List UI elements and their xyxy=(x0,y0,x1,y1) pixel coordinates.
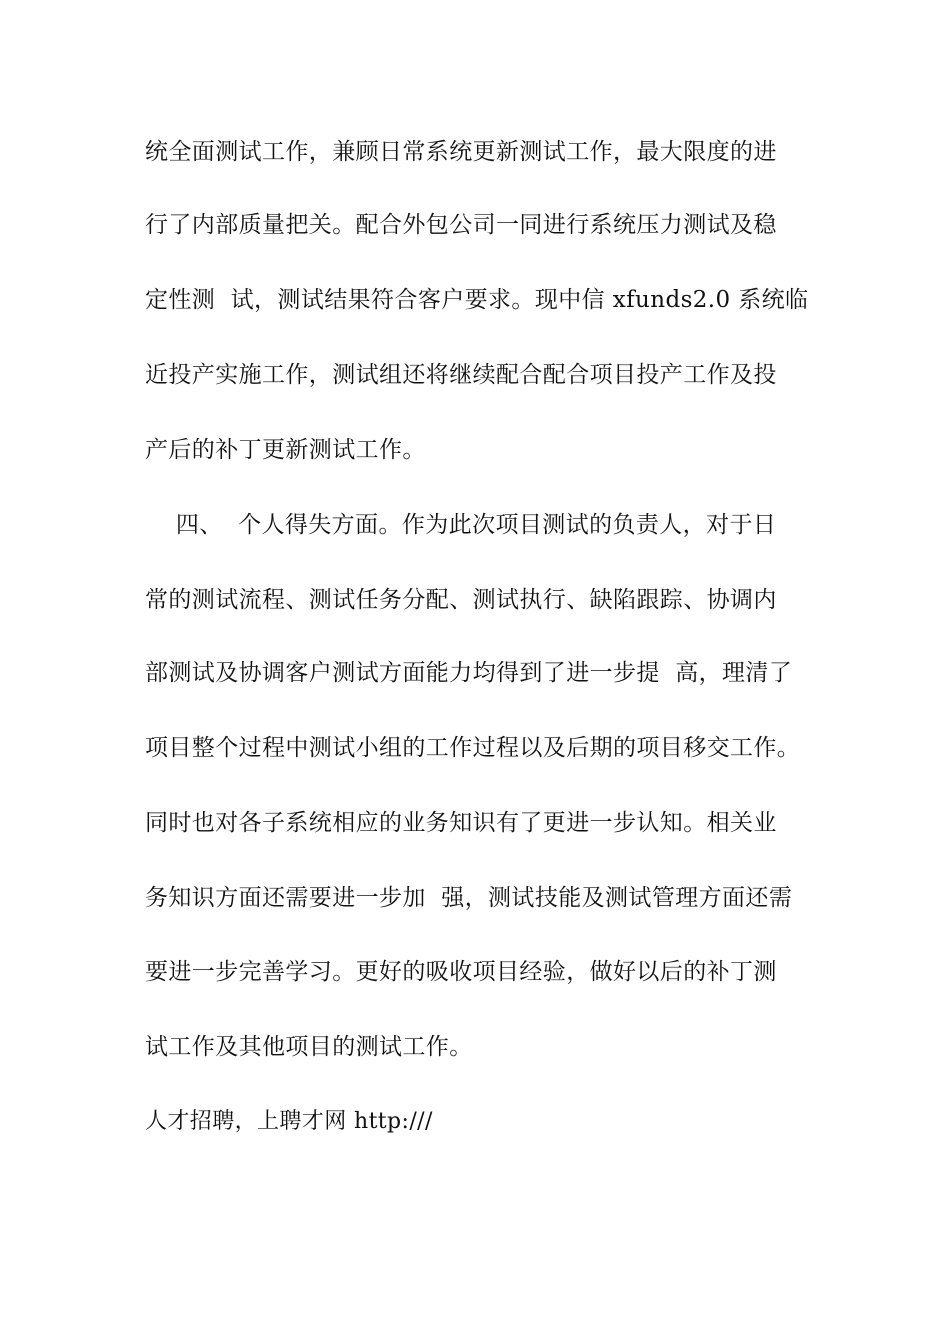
body-text-line: 项目整个过程中测试小组的工作过程以及后期的项目移交工作。 xyxy=(145,735,801,761)
body-text-line: 产后的补丁更新测试工作。 xyxy=(145,437,426,463)
section-heading-line: 四、 个人得失方面。作为此次项目测试的负责人，对于日 xyxy=(145,512,777,538)
body-text-line: 务知识方面还需要进一步加 强，测试技能及测试管理方面还需 xyxy=(145,885,793,911)
body-text-line: 常的测试流程、测试任务分配、测试执行、缺陷跟踪、协调内 xyxy=(145,587,777,613)
body-text-line: 行了内部质量把关。配合外包公司一同进行系统压力测试及稳 xyxy=(145,212,777,238)
body-text-line: 近投产实施工作，测试组还将继续配合配合项目投产工作及投 xyxy=(145,362,777,388)
body-text-line: 同时也对各子系统相应的业务知识有了更进一步认知。相关业 xyxy=(145,810,777,836)
body-text-line: 部测试及协调客户测试方面能力均得到了进一步提 高，理清了 xyxy=(145,660,793,686)
body-text-line: 试工作及其他项目的测试工作。 xyxy=(145,1034,473,1060)
footer-recruitment-text: 人才招聘，上聘才网 http:/// xyxy=(145,1109,433,1134)
body-text-line: 统全面测试工作，兼顾日常系统更新测试工作，最大限度的进 xyxy=(145,139,777,165)
body-text-line: 定性测 试，测试结果符合客户要求。现中信 xfunds2.0 系统临 xyxy=(145,287,809,313)
body-text-line: 要进一步完善学习。更好的吸收项目经验，做好以后的补丁测 xyxy=(145,959,777,985)
